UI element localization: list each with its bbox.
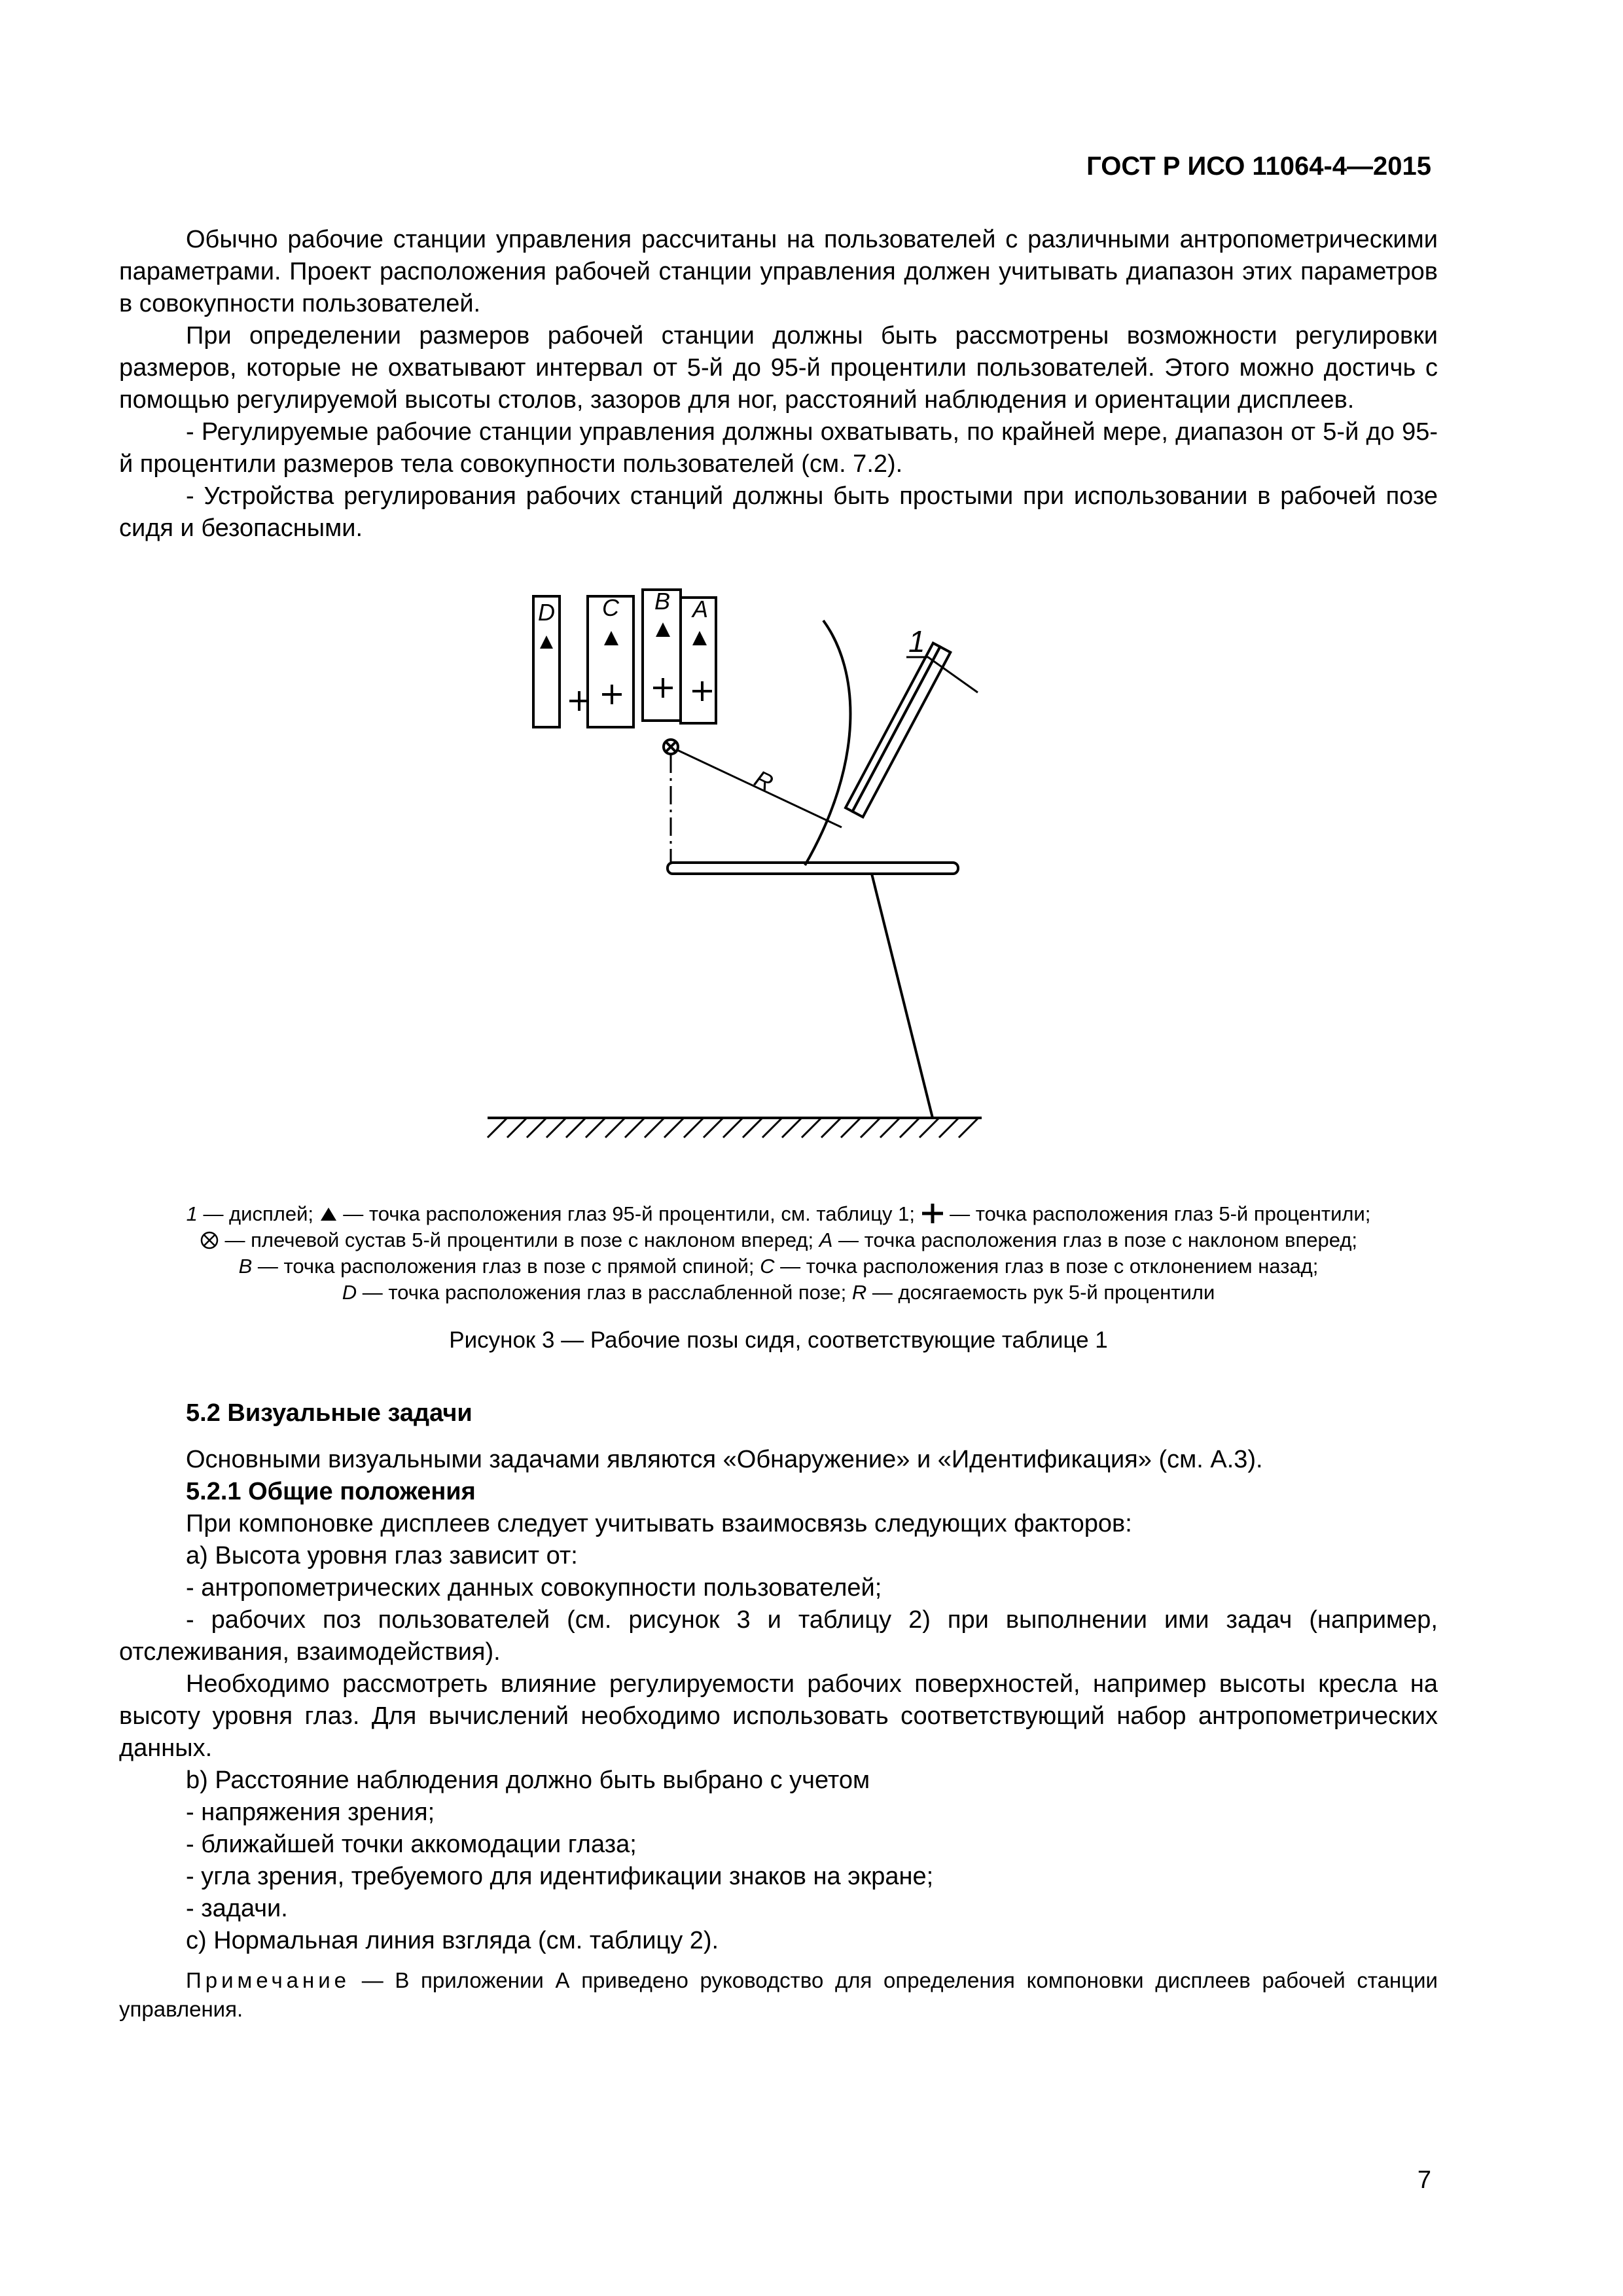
display	[846, 643, 950, 817]
plus-icon	[921, 1202, 944, 1225]
legend-b-text: — точка расположения глаз в позе с прямой спиной;	[252, 1255, 760, 1278]
legend-d-key: D	[342, 1281, 357, 1304]
triangle-c	[604, 631, 618, 645]
note-label: Примечание	[186, 1968, 351, 1992]
section-heading: 5.2 Визуальные задачи	[186, 1399, 473, 1427]
item-b-1: - напряжения зрения;	[186, 1799, 435, 1826]
legend-triangle-text: — точка расположения глаз 95-й процентили, см. таблицу 1;	[337, 1202, 921, 1225]
legend-b-key: B	[238, 1255, 253, 1278]
item-a: а) Высота уровня глаз зависит от:	[186, 1542, 578, 1570]
legend-plus-text: — точка расположения глаз 5-й процентили;	[944, 1202, 1371, 1225]
label-c: C	[602, 594, 619, 621]
label-d: D	[538, 599, 555, 626]
note	[119, 1966, 1438, 2024]
item-a-1: - антропометрических данных совокупности пользователей;	[186, 1574, 882, 1602]
legend-line-3	[119, 1253, 1438, 1280]
legend-a-text: — точка расположения глаз в позе с наклоном вперед;	[832, 1229, 1358, 1251]
section-paragraph-1: Основными визуальными задачами являются «Обнаружение» и «Идентификация» (см. А.3).	[186, 1446, 1263, 1473]
section-paragraph-2: При компоновке дисплеев следует учитывать взаимосвязь следующих факторов:	[186, 1510, 1132, 1537]
legend-line-2	[119, 1227, 1438, 1253]
triangle-d	[540, 636, 553, 649]
legend-shoulder-text: — плечевой сустав 5-й процентили в позе с наклоном вперед;	[219, 1229, 819, 1251]
legend-line-4	[119, 1280, 1438, 1306]
legend-display-text: — дисплей;	[197, 1202, 319, 1225]
legend-display-key: 1	[186, 1202, 198, 1225]
triangle-icon	[319, 1206, 338, 1222]
note-text: — В приложении А приведено руководство для определения компоновки дисплеев рабочей станции управления.	[119, 1968, 1438, 2021]
subsection-heading: 5.2.1 Общие положения	[186, 1478, 476, 1505]
display-panel-front	[846, 643, 940, 812]
label-b: B	[654, 588, 671, 615]
triangle-b	[656, 622, 670, 637]
desk-surface	[668, 863, 958, 874]
label-r: R	[750, 764, 777, 797]
triangle-a	[692, 631, 707, 645]
item-b-3: - угла зрения, требуемого для идентификации знаков на экране;	[186, 1863, 934, 1890]
legend-r-key: R	[851, 1281, 867, 1304]
legend-r-text: — досягаемость рук 5-й процентили	[866, 1281, 1215, 1304]
shoulder-joint-icon	[200, 1230, 219, 1250]
document-header: ГОСТ Р ИСО 11064-4—2015	[1086, 152, 1431, 181]
legend-c-text: — точка расположения глаз в позе с отклонением назад;	[774, 1255, 1319, 1278]
figure-legend	[119, 1201, 1438, 1306]
section-5-2	[119, 1397, 1438, 2024]
plus-b	[653, 678, 673, 698]
item-b-4: - задачи.	[186, 1895, 288, 1922]
legend-d-text: — точка расположения глаз в расслабленной позе;	[357, 1281, 852, 1304]
section-paragraph-3: Необходимо рассмотреть влияние регулируемости рабочих поверхностей, например высоты кресла на высоту уровня глаз. Для вычислений необходимо использовать соответствующий набор антропометрических данных.	[119, 1670, 1438, 1762]
figure-3-diagram	[478, 580, 988, 1172]
label-display-number: 1	[908, 624, 925, 658]
intro-block	[119, 224, 1438, 545]
intro-paragraph-2: При определении размеров рабочей станции должны быть рассмотрены возможности регулировки размеров, которые не охватывают интервал от 5-й до 95-й процентили пользователей. Этого можно достичь с помощью регулируемой высоты столов, зазоров для ног, расстояний наблюдения и ориентации дисплеев.	[119, 322, 1438, 414]
intro-paragraph-3: - Регулируемые рабочие станции управления должны охватывать, по крайней мере, диапазон от 5-й до 95-й процентили размеров тела совокупности пользователей (см. 7.2).	[119, 418, 1438, 478]
item-c: с) Нормальная линия взгляда (см. таблицу 2).	[186, 1927, 719, 1954]
item-b: b) Расстояние наблюдения должно быть выбрано с учетом	[186, 1767, 870, 1794]
plus-a	[692, 681, 712, 701]
reach-arc	[805, 620, 850, 865]
legend-c-key: C	[760, 1255, 775, 1278]
plus-c	[602, 685, 622, 704]
display-panel-back	[853, 647, 951, 817]
shoulder-joint-cross	[666, 742, 676, 752]
label-a: A	[692, 596, 709, 622]
intro-paragraph-1: Обычно рабочие станции управления рассчитаны на пользователей с различными антропометрическими параметрами. Проект расположения рабочей станции управления должен учитывать диапазон этих параметров в совокупности пользователей.	[119, 226, 1438, 317]
desk-leg	[872, 874, 933, 1118]
figure-caption: Рисунок 3 — Рабочие позы сидя, соответствующие таблице 1	[449, 1327, 1108, 1353]
page-number: 7	[1417, 2166, 1431, 2194]
legend-line-1	[119, 1201, 1438, 1227]
plus-d	[569, 691, 589, 711]
legend-a-key: A	[819, 1229, 833, 1251]
item-b-2: - ближайшей точки аккомодации глаза;	[186, 1831, 637, 1858]
intro-paragraph-4: - Устройства регулирования рабочих станций должны быть простыми при использовании в рабочей позе сидя и безопасными.	[119, 482, 1438, 542]
floor-hatching	[488, 1118, 978, 1138]
item-a-2: - рабочих поз пользователей (см. рисунок 3 и таблицу 2) при выполнении ими задач (например, отслеживания, взаимодействия).	[119, 1606, 1438, 1666]
